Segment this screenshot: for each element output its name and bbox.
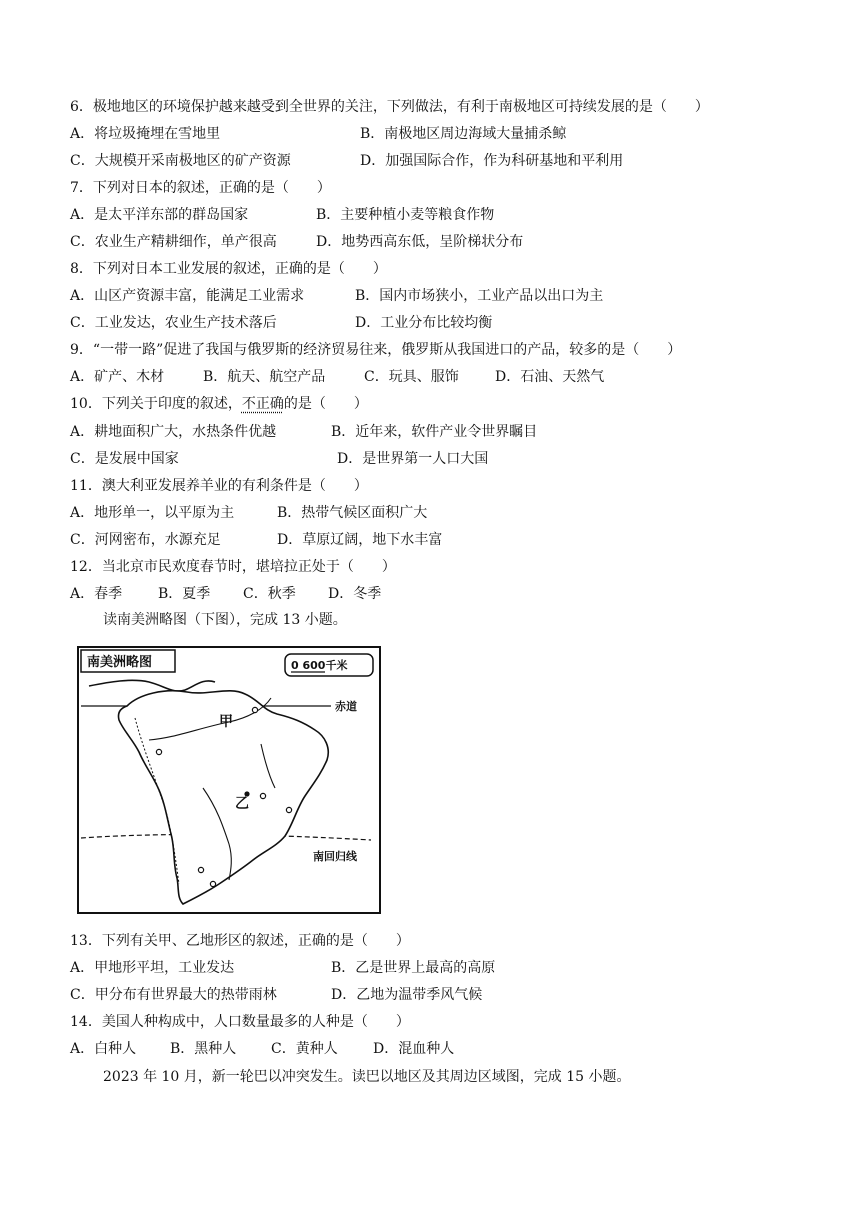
question-13-stem: 13．下列有关甲、乙地形区的叙述，正确的是（ ） [70,933,410,949]
label-jia: 甲 [219,714,233,730]
label-yi: 乙 [235,796,249,812]
question-6-stem: 6．极地地区的环境保护越来越受到全世界的关注，下列做法，有利于南极地区可持续发展的是（ ） [70,99,709,115]
question-14-option-d: D．混血种人 [373,1041,455,1057]
city-marker [260,793,265,798]
question-13-option-b: B．乙是世界上最高的高原 [331,960,496,976]
question-9-stem: 9．“一带一路”促进了我国与俄罗斯的经济贸易往来，俄罗斯从我国进口的产品，较多的是（ ） [70,342,682,358]
north-coast [89,680,215,691]
question-7-option-a: A．是太平洋东部的群岛国家 [70,207,249,223]
question-11-stem: 11．澳大利亚发展养羊业的有利条件是（ ） [70,478,368,494]
question-10-stem-post: 的是（ ） [283,396,368,412]
south-america-map-drawing [79,648,379,912]
question-8-option-b: B．国内市场狭小，工业产品以出口为主 [355,288,604,304]
city-marker [252,707,257,712]
question-6-option-b: B．南极地区周边海域大量捕杀鲸 [360,126,567,142]
question-10-stem [70,394,368,414]
intro-question-15: 2023 年 10 月，新一轮巴以冲突发生。读巴以地区及其周边区域图，完成 15 小题。 [103,1069,631,1085]
question-8-option-c: C．工业发达，农业生产技术落后 [70,315,277,331]
question-6-option-c: C．大规模开采南极地区的矿产资源 [70,153,291,169]
map-scale: 0 600千米 [291,659,348,672]
question-12-option-a: A．春季 [70,586,123,602]
question-8-stem: 8．下列对日本工业发展的叙述，正确的是（ ） [70,261,387,277]
question-7-option-d: D．地势西高东低，呈阶梯状分布 [316,234,524,250]
question-10-stem-pre: 10．下列关于印度的叙述， [70,396,242,412]
question-11-option-c: C．河网密布，水源充足 [70,532,221,548]
question-14-option-a: A．白种人 [70,1041,137,1057]
south-america-map [77,646,381,914]
question-10-stem-emphasis: 不正确 [241,396,284,412]
question-13-option-c: C．甲分布有世界最大的热带雨林 [70,987,277,1003]
question-7-stem: 7．下列对日本的叙述，正确的是（ ） [70,180,331,196]
question-11-option-b: B．热带气候区面积广大 [277,505,428,521]
question-7-option-b: B．主要种植小麦等粮食作物 [316,207,495,223]
question-8-option-a: A．山区产资源丰富，能满足工业需求 [70,288,305,304]
question-6-option-d: D．加强国际合作，作为科研基地和平利用 [360,153,624,169]
city-marker [286,807,291,812]
question-12-option-b: B．夏季 [158,586,211,602]
map-title: 南美洲略图 [87,655,153,670]
question-11-option-a: A．地形单一，以平原为主 [70,505,235,521]
question-14-option-c: C．黄种人 [271,1041,338,1057]
question-10-option-c: C．是发展中国家 [70,451,179,467]
question-12-option-d: D．冬季 [328,586,382,602]
question-9-option-c: C．玩具、服饰 [364,369,459,385]
question-8-option-d: D．工业分布比较均衡 [355,315,493,331]
city-marker [210,881,215,886]
question-12-stem: 12．当北京市民欢度春节时，堪培拉正处于（ ） [70,559,396,575]
question-13-option-d: D．乙地为温带季风气候 [331,987,483,1003]
question-14-option-b: B．黑种人 [170,1041,237,1057]
question-10-option-d: D．是世界第一人口大国 [337,451,489,467]
question-9-option-b: B．航天、航空产品 [203,369,326,385]
question-7-option-c: C．农业生产精耕细作，单产很高 [70,234,277,250]
question-9-option-a: A．矿产、木材 [70,369,165,385]
question-11-option-d: D．草原辽阔，地下水丰富 [277,532,443,548]
city-marker [156,749,161,754]
question-9-option-d: D．石油、天然气 [495,369,605,385]
city-marker [198,867,203,872]
question-10-option-a: A．耕地面积广大，水热条件优越 [70,424,277,440]
question-6-option-a: A．将垃圾掩埋在雪地里 [70,126,221,142]
question-14-stem: 14．美国人种构成中，人口数量最多的人种是（ ） [70,1014,410,1030]
equator-label: 赤道 [335,700,357,713]
question-10-option-b: B．近年来，软件产业令世界瞩目 [331,424,538,440]
question-12-option-c: C．秋季 [243,586,296,602]
tropic-label: 南回归线 [313,850,357,863]
question-13-option-a: A．甲地形平坦，工业发达 [70,960,235,976]
intro-question-13: 读南美洲略图（下图），完成 13 小题。 [103,612,347,628]
